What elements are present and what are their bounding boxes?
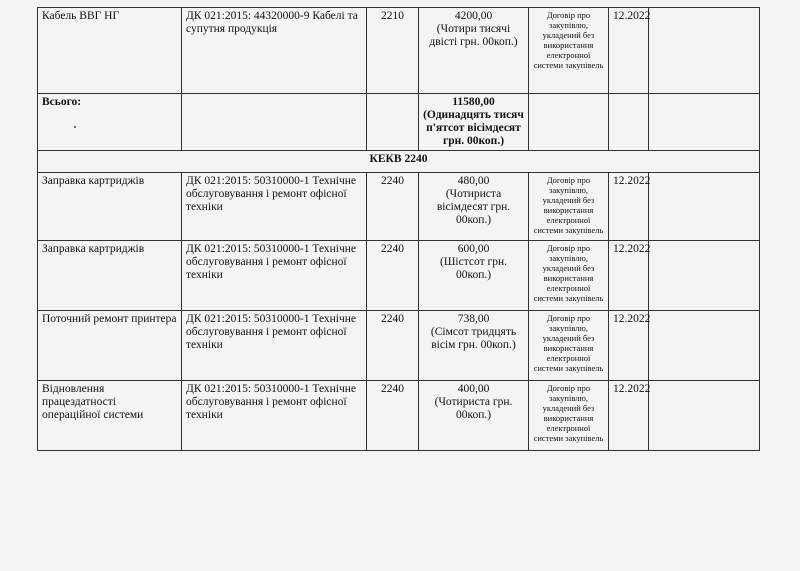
- item-date: 12.2022: [609, 241, 649, 311]
- sum-value: 480,00: [457, 175, 490, 187]
- empty-cell: [529, 94, 609, 151]
- sum-words: (Чотириста вісімдесят грн. 00коп.): [436, 188, 511, 226]
- total-row: [38, 94, 760, 151]
- sum-value: 4200,00: [454, 10, 493, 22]
- empty-cell: [649, 8, 760, 94]
- empty-cell: [649, 241, 760, 311]
- item-name: Заправка картриджів: [38, 173, 182, 241]
- total-sum-words: (Одинадцять тисяч п'ятсот вісімдесят грн. 00коп.): [423, 109, 524, 147]
- item-date: 12.2022: [609, 381, 649, 451]
- total-sum-value: 11580,00: [452, 96, 495, 108]
- sum-value: 738,00: [457, 313, 490, 325]
- item-name: Відновлення працездатності операційної системи: [38, 381, 182, 451]
- sum-value: 400,00: [457, 383, 490, 395]
- item-name: Заправка картриджів: [38, 241, 182, 311]
- item-kekv: 2240: [367, 381, 419, 451]
- item-code: ДК 021:2015: 50310000-1 Технічне обслуговування і ремонт офісної техніки: [182, 381, 367, 451]
- procurement-procedure: Договір про закупівлю, укладений без використання електронної системи закупівель: [529, 8, 609, 94]
- empty-cell: [649, 311, 760, 381]
- sum-words: (Чотириста грн. 00коп.): [434, 396, 513, 421]
- total-label: Всього:: [38, 94, 182, 151]
- empty-cell: [649, 94, 760, 151]
- section-row: [38, 151, 760, 173]
- empty-cell: [367, 94, 419, 151]
- section-title: КЕКВ 2240: [38, 151, 760, 173]
- table-row: [38, 8, 760, 94]
- empty-cell: [182, 94, 367, 151]
- item-sum: [419, 173, 529, 241]
- item-sum: [419, 311, 529, 381]
- item-date: 12.2022: [609, 173, 649, 241]
- item-name: Кабель ВВГ НГ: [38, 8, 182, 94]
- total-sum: [419, 94, 529, 151]
- table-row: [38, 381, 760, 451]
- procurement-procedure: Договір про закупівлю, укладений без використання електронної системи закупівель: [529, 241, 609, 311]
- empty-cell: [649, 381, 760, 451]
- item-kekv: 2240: [367, 241, 419, 311]
- table-row: [38, 173, 760, 241]
- empty-cell: [609, 94, 649, 151]
- sum-value: 600,00: [457, 243, 490, 255]
- item-date: 12.2022: [609, 8, 649, 94]
- item-name: Поточний ремонт принтера: [38, 311, 182, 381]
- sum-words: (Чотири тисячі двісті грн. 00коп.): [429, 23, 518, 48]
- procurement-procedure: Договір про закупівлю, укладений без використання електронної системи закупівель: [529, 173, 609, 241]
- sum-words: (Сімсот тридцять вісім грн. 00коп.): [430, 326, 517, 351]
- item-sum: [419, 241, 529, 311]
- item-sum: [419, 381, 529, 451]
- table-row: [38, 311, 760, 381]
- scan-speck: [74, 126, 76, 128]
- procurement-procedure: Договір про закупівлю, укладений без використання електронної системи закупівель: [529, 311, 609, 381]
- item-code: ДК 021:2015: 50310000-1 Технічне обслуговування і ремонт офісної техніки: [182, 311, 367, 381]
- item-date: 12.2022: [609, 311, 649, 381]
- item-kekv: 2210: [367, 8, 419, 94]
- item-code: ДК 021:2015: 50310000-1 Технічне обслуговування і ремонт офісної техніки: [182, 241, 367, 311]
- item-kekv: 2240: [367, 173, 419, 241]
- item-code: ДК 021:2015: 50310000-1 Технічне обслуговування і ремонт офісної техніки: [182, 173, 367, 241]
- empty-cell: [649, 173, 760, 241]
- item-code: ДК 021:2015: 44320000-9 Кабелі та супутня продукція: [182, 8, 367, 94]
- sum-words: (Шістсот грн. 00коп.): [440, 256, 507, 281]
- item-sum: [419, 8, 529, 94]
- item-kekv: 2240: [367, 311, 419, 381]
- procurement-procedure: Договір про закупівлю, укладений без використання електронної системи закупівель: [529, 381, 609, 451]
- procurement-table: [37, 7, 760, 451]
- table-row: [38, 241, 760, 311]
